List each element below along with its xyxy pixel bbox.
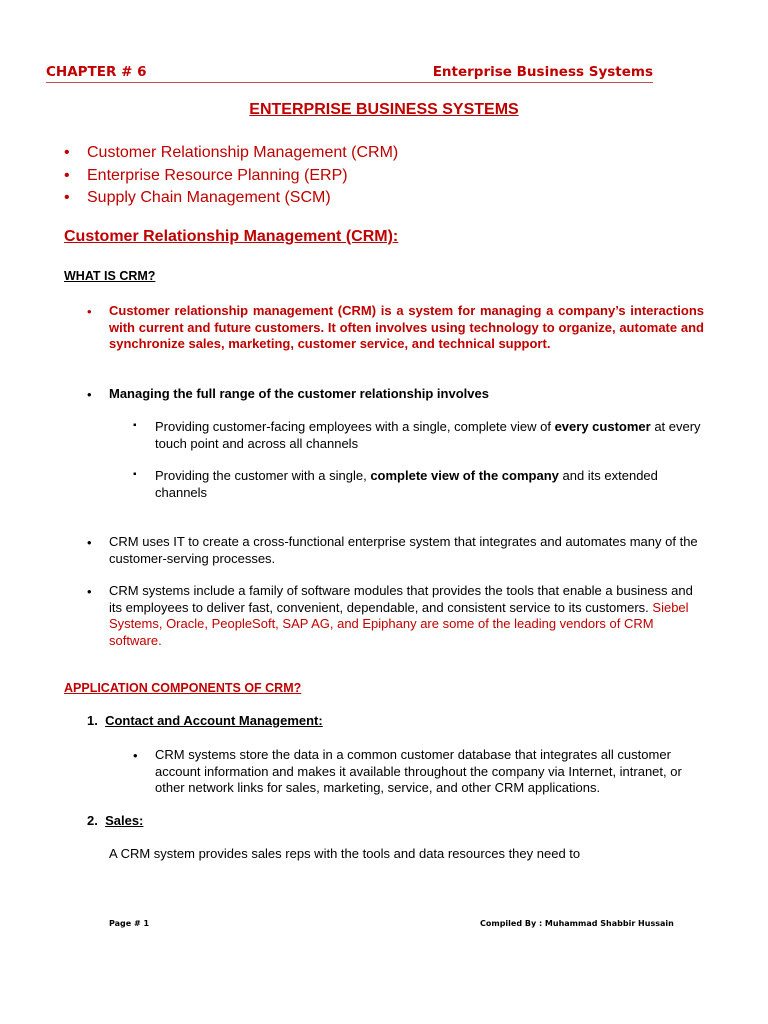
crm-it-point: CRM uses IT to create a cross-functional enterprise system that integrates and automates many of the customer-serving processes. (109, 534, 698, 566)
page-header (46, 64, 653, 83)
bullet-icon: • (133, 748, 138, 763)
sub-point-every-customer (155, 419, 705, 452)
component-number: 2. (87, 813, 98, 828)
sub-point-bold: every customer (554, 419, 651, 434)
square-bullet-icon: ▪ (133, 469, 137, 480)
chapter-label: CHAPTER # 6 (46, 64, 147, 80)
sub-point-bold: complete view of the company (370, 468, 559, 483)
managing-heading: Managing the full range of the customer relationship involves (109, 386, 489, 401)
crm-definition: Customer relationship management (CRM) is a system for managing a company’s interactions with current and future customers. It often involves using technology to organize, automate and synchronize sales, marketing, customer service, and technical support. (109, 303, 704, 351)
document-title: ENTERPRISE BUSINESS SYSTEMS (249, 101, 519, 118)
crm-section-title: Customer Relationship Management (CRM): (64, 228, 399, 245)
square-bullet-icon: ▪ (133, 420, 137, 431)
sub-point-text: and its extended channels (155, 468, 658, 500)
crm-modules-point (109, 583, 709, 649)
compiled-by: Compiled By : Muhammad Shabbir Hussain (480, 919, 674, 928)
sales-text: A CRM system provides sales reps with the tools and data resources they need to (109, 846, 581, 861)
app-components-heading: APPLICATION COMPONENTS OF CRM? (64, 681, 302, 695)
topic-item-erp: • Enterprise Resource Planning (ERP) (64, 165, 398, 188)
topic-list (64, 142, 398, 210)
sub-point-company-view (155, 468, 705, 501)
sub-point-text: at every touch point and across all channels (155, 419, 701, 451)
bullet-icon: • (87, 535, 92, 550)
component-number: 1. (87, 713, 98, 728)
component-title: Contact and Account Management: (105, 713, 323, 728)
topic-item-crm: • Customer Relationship Management (CRM) (64, 142, 398, 165)
subject-label: Enterprise Business Systems (432, 64, 653, 80)
page-number: Page # 1 (109, 919, 150, 928)
modules-text: CRM systems include a family of software modules that provides the tools that enable a business and its employees to deliver fast, convenient, dependable, and consistent service to its customers. (109, 583, 693, 615)
component-1-title (87, 713, 323, 728)
bullet-icon: • (87, 304, 92, 319)
topic-item-scm: • Supply Chain Management (SCM) (64, 187, 398, 210)
bullet-icon: • (87, 584, 92, 599)
component-title: Sales: (105, 813, 144, 828)
sub-point-text: Providing customer-facing employees with a single, complete view of (155, 419, 555, 434)
vendors-text: Siebel Systems, Oracle, PeopleSoft, SAP AG, and Epiphany are some of the leading vendors of CRM software. (109, 599, 689, 648)
component-2-title (87, 813, 143, 828)
bullet-icon: • (87, 387, 92, 402)
what-is-crm-heading: WHAT IS CRM? (64, 269, 156, 283)
sub-point-text: Providing the customer with a single, (155, 468, 371, 483)
contact-management-text: CRM systems store the data in a common customer database that integrates all customer account information and makes it available throughout the company via Internet, intranet, or other network links for sales, marketing, service, and other CRM applications. (155, 747, 682, 795)
